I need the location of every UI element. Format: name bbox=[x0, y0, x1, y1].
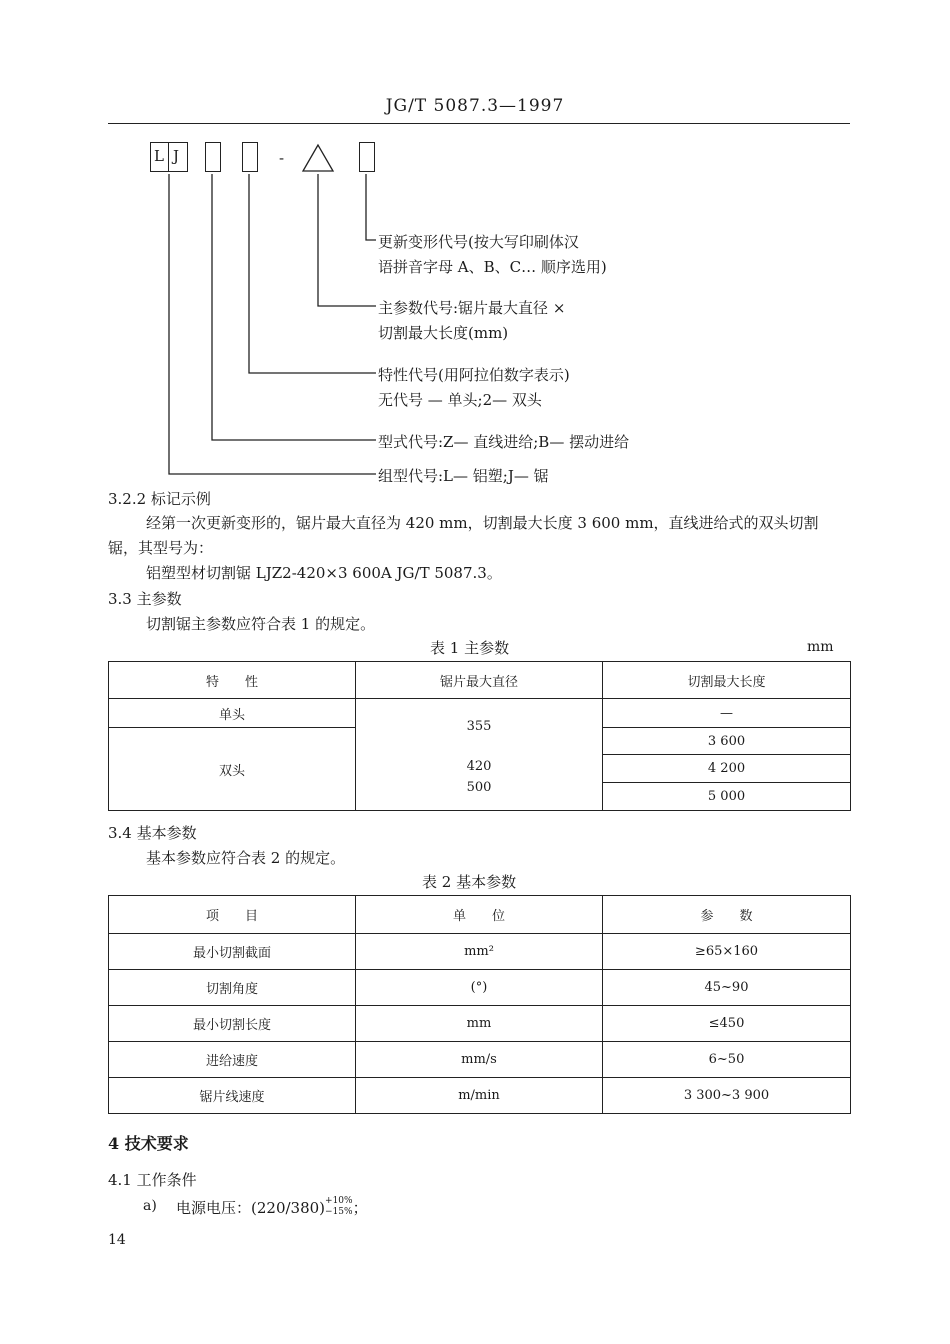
annotation-revision-line2: 语拼音字母 A、B、C… 顺序选用) bbox=[378, 258, 607, 276]
example-paragraph-line2: 锯，其型号为： bbox=[108, 539, 214, 557]
table2-row-item: 锯片线速度 bbox=[109, 1078, 356, 1114]
annotation-type: 型式代号:Z— 直线进给;B— 摆动进给 bbox=[378, 433, 630, 451]
model-code-revision-box bbox=[359, 142, 375, 172]
annotation-feature-line1: 特性代号(用阿拉伯数字表示) bbox=[378, 366, 570, 384]
table2-row-unit: (°) bbox=[356, 970, 603, 1006]
item-a-text bbox=[176, 1197, 368, 1220]
table1-length-3600: 3 600 bbox=[603, 728, 851, 755]
leader-line-5 bbox=[169, 174, 376, 474]
item-a-end: ； bbox=[352, 1199, 368, 1217]
table1-diameter-group bbox=[356, 755, 603, 811]
table1-diameter-355: 355 bbox=[356, 699, 603, 755]
table2-row-unit: mm/s bbox=[356, 1042, 603, 1078]
table2-title: 表 2 基本参数 bbox=[422, 873, 517, 891]
annotation-revision-line1: 更新变形代号(按大写印刷体汉 bbox=[378, 233, 579, 251]
table2-row-value: 3 300~3 900 bbox=[603, 1078, 851, 1114]
table2-row-unit: m/min bbox=[356, 1078, 603, 1114]
item-a-tolerance-minus: −15% bbox=[325, 1207, 353, 1217]
table1-length-5000: 5 000 bbox=[603, 783, 851, 811]
document-header: JG/T 5087.3—1997 bbox=[385, 96, 565, 116]
table2-header-value: 参 数 bbox=[603, 896, 851, 934]
annotation-main-param-line1: 主参数代号:锯片最大直径 × bbox=[378, 299, 566, 317]
leader-line-1 bbox=[366, 174, 376, 240]
box-letter-l: L bbox=[154, 147, 164, 165]
main-param-intro: 切割锯主参数应符合表 1 的规定。 bbox=[146, 615, 376, 633]
heading-4: 4 技术要求 bbox=[108, 1134, 189, 1153]
table1-row-double: 双头 bbox=[109, 728, 356, 811]
item-a-voltage: 电源电压：(220/380) bbox=[176, 1199, 326, 1217]
table-1-main-parameters bbox=[108, 661, 851, 811]
table1-unit: mm bbox=[807, 639, 834, 655]
table1-row-single: 单头 bbox=[109, 699, 356, 728]
heading-3-3: 3.3 主参数 bbox=[108, 590, 182, 608]
table1-length-none: — bbox=[603, 699, 851, 728]
table2-row-value: ≥65×160 bbox=[603, 934, 851, 970]
table2-row-value: ≤450 bbox=[603, 1006, 851, 1042]
model-code-feature-box bbox=[242, 142, 258, 172]
table1-length-4200: 4 200 bbox=[603, 755, 851, 783]
model-code-type-box bbox=[205, 142, 221, 172]
table2-row-value: 45~90 bbox=[603, 970, 851, 1006]
example-paragraph-line1: 经第一次更新变形的，锯片最大直径为 420 mm，切割最大长度 3 600 mm，直线进给式的双头切割 bbox=[146, 514, 819, 532]
item-a-tolerance-plus: +10% bbox=[325, 1196, 353, 1206]
item-a-label: a) bbox=[143, 1198, 157, 1214]
annotation-group: 组型代号:L— 铝塑;J— 锯 bbox=[378, 467, 549, 485]
annotation-main-param-line2: 切割最大长度(mm) bbox=[378, 324, 509, 342]
table2-header-unit: 单 位 bbox=[356, 896, 603, 934]
heading-3-4: 3.4 基本参数 bbox=[108, 824, 197, 842]
table2-row-item: 最小切割长度 bbox=[109, 1006, 356, 1042]
table2-row-unit: mm² bbox=[356, 934, 603, 970]
table2-row-item: 切割角度 bbox=[109, 970, 356, 1006]
table1-header-feature: 特 性 bbox=[109, 662, 356, 699]
model-code-group-box bbox=[150, 142, 188, 172]
heading-3-2-2: 3.2.2 标记示例 bbox=[108, 490, 211, 508]
table1-diameter-420: 420 bbox=[466, 758, 492, 774]
table2-row-item: 最小切割截面 bbox=[109, 934, 356, 970]
annotation-feature-line2: 无代号 — 单头;2— 双头 bbox=[378, 391, 542, 409]
table-2-basic-parameters bbox=[108, 895, 851, 1114]
heading-4-1: 4.1 工作条件 bbox=[108, 1171, 197, 1189]
table1-diameter-500: 500 bbox=[466, 779, 492, 795]
table1-header-length: 切割最大长度 bbox=[603, 662, 851, 699]
leader-line-3 bbox=[249, 174, 376, 373]
model-code-hyphen: - bbox=[279, 149, 285, 167]
table2-header-item: 项 目 bbox=[109, 896, 356, 934]
example-model: 铝塑型材切割锯 LJZ2-420×3 600A JG/T 5087.3。 bbox=[146, 564, 502, 582]
triangle-placeholder bbox=[303, 145, 333, 171]
box-letter-j: J bbox=[173, 147, 180, 165]
table1-header-diameter: 锯片最大直径 bbox=[356, 662, 603, 699]
basic-param-intro: 基本参数应符合表 2 的规定。 bbox=[146, 849, 346, 867]
table2-row-item: 进给速度 bbox=[109, 1042, 356, 1078]
table2-row-unit: mm bbox=[356, 1006, 603, 1042]
page-number: 14 bbox=[108, 1232, 126, 1248]
table1-title: 表 1 主参数 bbox=[430, 639, 510, 657]
table2-row-value: 6~50 bbox=[603, 1042, 851, 1078]
leader-line-4 bbox=[212, 174, 376, 440]
